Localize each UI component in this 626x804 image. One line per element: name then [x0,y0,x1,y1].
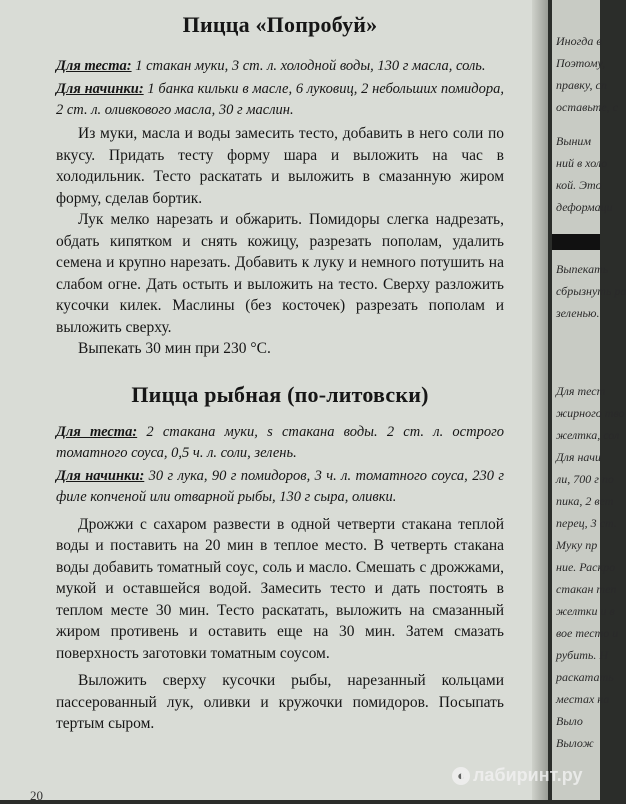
facing-page-line: оставьте, с [556,100,618,114]
facing-page-line: сбрызнуть ра [556,284,626,298]
facing-page [552,0,626,800]
facing-page-line: желтка, сол [556,428,620,442]
instruction-paragraph: Из муки, масла и воды замесить тесто, добавить в него соли по вкусу. Придать тесту форму шара и выложить на час в холодильник. Тесто раскатать и выложить в смазанную жиром форму, сделав бортик. [56,125,504,207]
facing-page-line: Муку пр [556,538,598,552]
dough-text: 1 стакан муки, 3 ст. л. холодной воды, 130 г масла, соль. [131,58,486,74]
facing-page-line: перец, 3 ст. [556,516,617,530]
dough-ingredients [56,422,504,464]
facing-page-line: зеленью. [556,306,600,320]
filling-text: 1 банка кильки в масле, 6 луковиц, 2 небольших помидора, 2 ст. л. оливкового масла, 30 г маслин. [56,81,504,118]
facing-page-line: ли, 700 г по [556,472,614,486]
facing-page-line: Для тест [556,384,606,398]
facing-page-line: желтки и в [556,604,615,618]
facing-page-line: Вылож [556,736,594,750]
recipe-title: Пицца рыбная (по-литовски) [131,381,429,407]
facing-page-line: Иногда в [556,34,602,48]
dough-label: Для теста: [56,423,138,440]
facing-page-line: стакан теп [556,582,617,596]
recipe-title: Пицца «Попробуй» [182,12,378,37]
facing-page-line: Выло [556,714,583,728]
page-number: 20 [30,788,43,803]
labirint-logo-icon: ◐ [452,767,470,785]
facing-page-line: жирного тво [556,406,625,420]
facing-page-line: кой. Это [556,178,602,192]
instruction-paragraph: Лук мелко нарезать и обжарить. Помидоры слегка надрезать, обдать кипятком и снять кожицу, разрезать пополам, удалить семена и крупно нарезать. Добавить к луку и немного потушить на слабом огне. Дать остыть и выложить на тесто. Сверху разложить кусочки килек. Маслины (без косточек) разрезать пополам и выложить сверху. [56,211,504,336]
facing-page-line: Выним [556,134,592,148]
facing-page-line: деформаци [556,200,613,214]
dough-ingredients [56,56,504,77]
filling-text: 30 г лука, 90 г помидоров, 3 ч. л. томатного соуса, 230 г филе копченой или отварной рыбы, 130 г сыра, оливки. [56,467,504,505]
black-banner [552,234,600,250]
page-content [56,12,504,735]
book-gutter [532,0,548,800]
instruction-paragraph: Выпекать 30 мин при 230 °С. [78,340,271,357]
instruction-paragraph: Дрожжи с сахаром развести в одной четверти стакана теплой воды и поставить на 20 мин в теплое место. В четверть стакана воды добавить томатный соус, соль и масло. Смешать с дрожжами, мукой и оставшейся водой. Замесить тесто и дать постоять в теплом месте 30 мин. Тесто раскатать, выложить на смазанный жиром противень и оставить еще на 30 мин. Затем смазать поверхность заготовки томатным соусом. [56,515,504,662]
facing-page-line: ние. Раскро [556,560,616,574]
instruction-paragraph: Выложить сверху кусочки рыбы, нарезанный кольцами пассерованный лук, оливки и кружочки помидоров. Посыпать тертым сыром. [56,672,504,732]
facing-page-line: Выпекать [556,262,609,276]
filling-ingredients [56,466,504,508]
facing-page-line: раскатать [556,670,614,684]
dough-label: Для теста: [56,58,132,74]
filling-ingredients [56,79,504,121]
watermark [452,765,583,786]
filling-label: Для начинки: [56,81,144,97]
filling-label: Для начинки: [56,467,145,484]
facing-page-line: вое тесто и [556,626,619,640]
dough-text: 2 стакана муки, s стакана воды. 2 ст. л. острого томатного соуса, 0,5 ч. л. соли, зелень. [56,423,504,461]
facing-page-line: ний в холо [556,156,608,170]
facing-page-line: рубить. Н [556,648,608,662]
facing-page-line: Поэтому, [556,56,606,70]
watermark-text: лабиринт.ру [473,765,583,785]
facing-page-line: пика, 2 вет [556,494,614,508]
facing-page-line: местах на [556,692,610,706]
facing-page-line: правку, сп [556,78,607,92]
facing-page-line: Для начи [556,450,601,464]
